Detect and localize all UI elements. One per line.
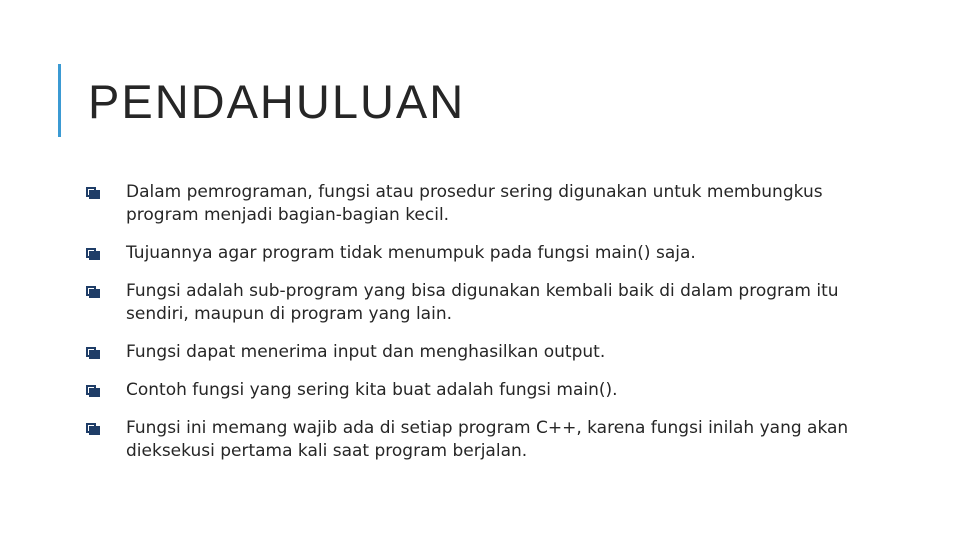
bullet-text: Fungsi dapat menerima input dan menghasilkan output. bbox=[126, 342, 606, 362]
bullet-text: Fungsi adalah sub-program yang bisa digunakan kembali baik di dalam program itu sendiri, maupun di program yang lain. bbox=[126, 281, 839, 324]
checkbox-square-icon bbox=[86, 246, 100, 260]
bullet-item bbox=[86, 379, 866, 402]
checkbox-square-icon bbox=[86, 421, 100, 435]
bullet-text: Contoh fungsi yang sering kita buat adalah fungsi main(). bbox=[126, 380, 618, 400]
checkbox-square-icon bbox=[86, 383, 100, 397]
bullet-text: Fungsi ini memang wajib ada di setiap program C++, karena fungsi inilah yang akan dieksekusi pertama kali saat program berjalan. bbox=[126, 418, 849, 461]
bullet-list bbox=[86, 181, 866, 478]
title-accent-bar bbox=[58, 64, 61, 137]
bullet-item bbox=[86, 181, 866, 227]
bullet-item bbox=[86, 341, 866, 364]
bullet-item bbox=[86, 280, 866, 326]
checkbox-square-icon bbox=[86, 185, 100, 199]
slide-title: PENDAHULUAN bbox=[88, 75, 466, 128]
bullet-text: Dalam pemrograman, fungsi atau prosedur sering digunakan untuk membungkus program menjadi bagian-bagian kecil. bbox=[126, 182, 823, 225]
bullet-item bbox=[86, 417, 866, 463]
bullet-text: Tujuannya agar program tidak menumpuk pada fungsi main() saja. bbox=[126, 243, 696, 263]
checkbox-square-icon bbox=[86, 345, 100, 359]
checkbox-square-icon bbox=[86, 284, 100, 298]
bullet-item bbox=[86, 242, 866, 265]
